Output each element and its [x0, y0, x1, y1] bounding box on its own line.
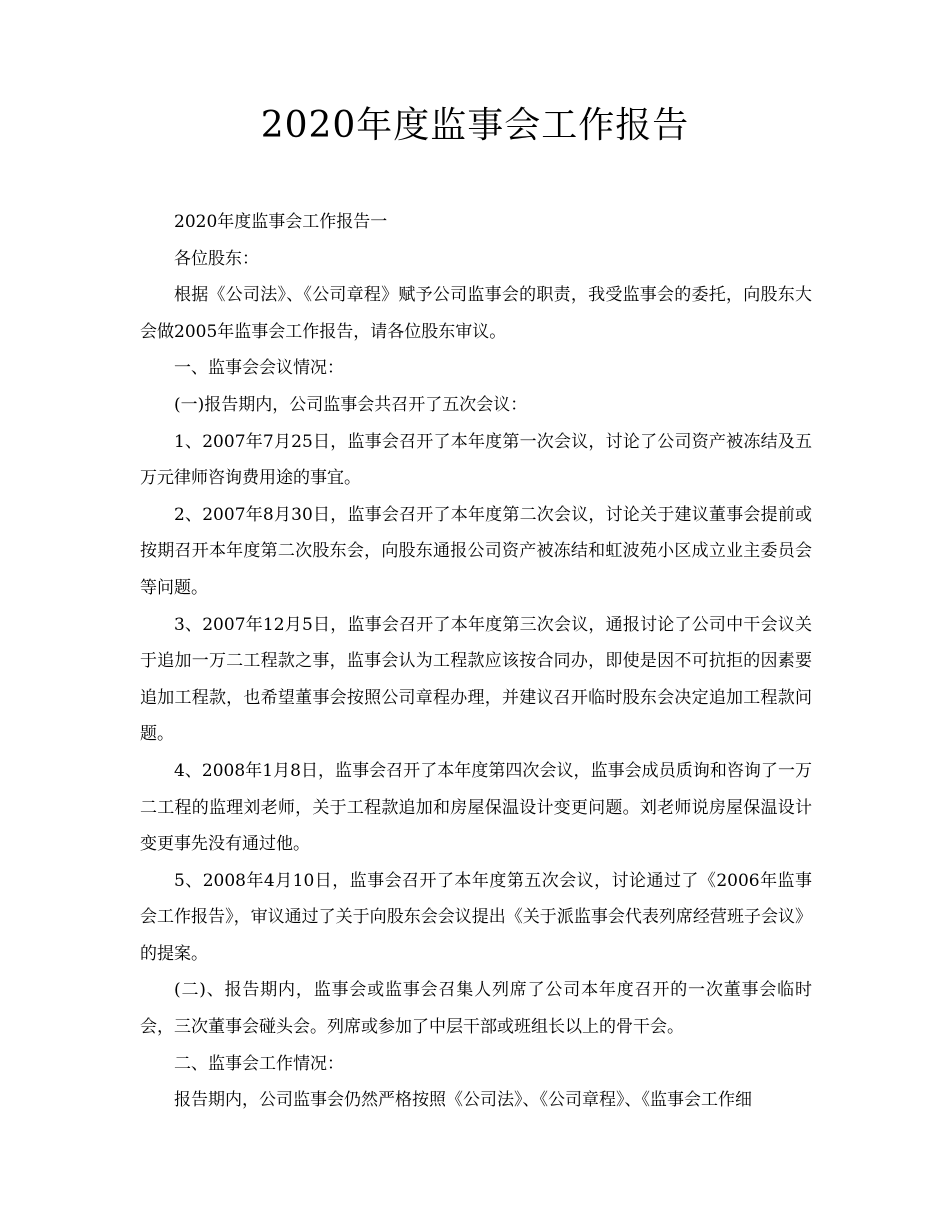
- meeting-item-5: 5、2008年4月10日，监事会召开了本年度第五次会议，讨论通过了《2006年监事会工作报告》，审议通过了关于向股东会会议提出《关于派监事会代表列席经营班子会议》的提案。: [140, 870, 812, 964]
- document-body: [140, 204, 812, 1119]
- meeting-item-1: 1、2007年7月25日，监事会召开了本年度第一次会议，讨论了公司资产被冻结及五万元律师咨询费用途的事宜。: [140, 431, 812, 489]
- meeting-item-3: 3、2007年12月5日，监事会召开了本年度第三次会议，通报讨论了公司中干会议关于追加一万二工程款之事，监事会认为工程款应该按合同办，即使是因不可抗拒的因素要追加工程款，也希望董事会按照公司章程办理，并建议召开临时股东会决定追加工程款问题。: [140, 614, 812, 745]
- salutation-paragraph: 各位股东：: [174, 248, 259, 269]
- subsection-attendance-paragraph: (二)、报告期内，监事会或监事会召集人列席了公司本年度召开的一次董事会临时会，三次董事会碰头会。列席或参加了中层干部或班组长以上的骨干会。: [140, 980, 812, 1038]
- meeting-item-2: 2、2007年8月30日，监事会召开了本年度第二次会议，讨论关于建议董事会提前或按期召开本年度第二次股东会，向股东通报公司资产被冻结和虹波苑小区成立业主委员会等问题。: [140, 504, 812, 598]
- section-heading-meetings: 一、监事会会议情况：: [174, 358, 344, 379]
- subsection-heading-meetings-count: (一)报告期内，公司监事会共召开了五次会议：: [174, 394, 528, 415]
- work-paragraph: 报告期内，公司监事会仍然严格按照《公司法》、《公司章程》、《监事会工作细: [174, 1090, 752, 1111]
- intro-paragraph: 根据《公司法》、《公司章程》赋予公司监事会的职责，我受监事会的委托，向股东大会做2005年监事会工作报告，请各位股东审议。: [140, 285, 812, 342]
- section-heading-work: 二、监事会工作情况：: [174, 1053, 344, 1074]
- subtitle-paragraph: 2020年度监事会工作报告一: [174, 212, 388, 232]
- document-title: 2020年度监事会工作报告: [260, 105, 690, 146]
- meeting-item-4: 4、2008年1月8日，监事会召开了本年度第四次会议，监事会成员质询和咨询了一万二工程的监理刘老师，关于工程款追加和房屋保温设计变更问题。刘老师说房屋保温设计变更事先没有通过他。: [140, 760, 812, 855]
